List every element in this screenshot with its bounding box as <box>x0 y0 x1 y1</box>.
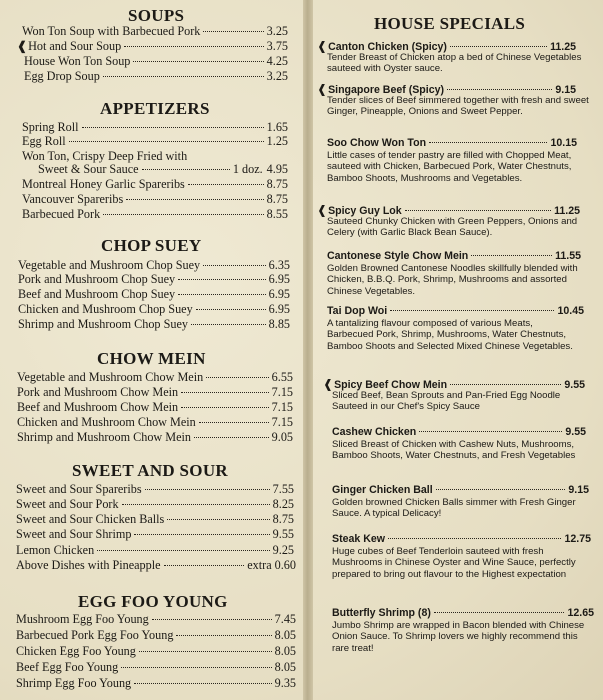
appetizer-item: Montreal Honey Garlic Spareribs 8.75 <box>22 177 288 191</box>
spicy-pepper-icon: ❰ <box>317 82 328 96</box>
special-item-name: Steak Kew 12.75 <box>332 533 591 545</box>
sweet-sour-item: Sweet and Sour Pork 8.25 <box>16 497 294 511</box>
special-item-desc: Sliced Beef, Bean Sprouts and Pan-Fried Egg Noodle Sauteed in our Chef's Spicy Sauce <box>332 390 561 413</box>
chop-suey-item: Pork and Mushroom Chop Suey 6.95 <box>18 272 290 286</box>
chop-suey-item: Beef and Mushroom Chop Suey 6.95 <box>18 287 290 301</box>
spicy-pepper-icon: ❰ <box>323 377 334 391</box>
sweet-sour-title: SWEET AND SOUR <box>72 461 228 480</box>
spicy-pepper-icon: ❰ <box>317 39 328 53</box>
appetizers-title: APPETIZERS <box>100 99 210 118</box>
soup-item: House Won Ton Soup 4.25 <box>24 54 288 68</box>
special-item-desc: Sauteed Chunky Chicken with Green Peppers, Onions and Celery (with Garlic Black Bean Sauce). <box>327 216 578 239</box>
sweet-sour-item: Sweet and Sour Spareribs 7.55 <box>16 482 294 496</box>
appetizer-item: Barbecued Pork 8.55 <box>22 207 288 221</box>
chow-mein-title: CHOW MEIN <box>97 349 206 368</box>
special-item-desc: Golden Browned Cantonese Noodles skillfully blended with Chicken, B.B.Q. Pork, Shrimp, Mushrooms and assorted Chinese Vegetables. <box>327 263 578 297</box>
soups-title: SOUPS <box>128 6 185 25</box>
chop-suey-title: CHOP SUEY <box>101 236 202 255</box>
egg-foo-young-item: Chicken Egg Foo Young 8.05 <box>16 644 296 658</box>
chow-mein-item: Shrimp and Mushroom Chow Mein 9.05 <box>17 430 293 444</box>
appetizer-item: Vancouver Spareribs 8.75 <box>22 192 288 206</box>
special-item-name: ❰ Spicy Guy Lok 11.25 <box>317 203 580 217</box>
egg-foo-young-item: Mushroom Egg Foo Young 7.45 <box>16 612 296 626</box>
chop-suey-item: Shrimp and Mushroom Chop Suey 8.85 <box>18 317 290 331</box>
spicy-pepper-icon: ❰ <box>317 203 328 217</box>
chow-mein-item: Vegetable and Mushroom Chow Mein 6.55 <box>17 370 293 384</box>
appetizer-item-line: Won Ton, Crispy Deep Fried with <box>22 149 188 163</box>
sweet-sour-item: Sweet and Sour Chicken Balls 8.75 <box>16 512 294 526</box>
special-item-name: ❰ Spicy Beef Chow Mein 9.55 <box>323 377 585 391</box>
soup-item: ❰ Hot and Sour Soup 3.75 <box>17 39 288 53</box>
special-item-name: Cashew Chicken 9.55 <box>332 426 586 438</box>
egg-foo-young-title: EGG FOO YOUNG <box>78 592 228 611</box>
special-item-name: Ginger Chicken Ball 9.15 <box>332 484 589 496</box>
chop-suey-item: Vegetable and Mushroom Chop Suey 6.35 <box>18 258 290 272</box>
special-item-desc: Tender slices of Beef simmered together with fresh and sweet Ginger, Pineapple, Onions and Sweet Pepper. <box>327 95 589 118</box>
sweet-sour-item: Sweet and Sour Shrimp 9.55 <box>16 527 294 541</box>
egg-foo-young-item: Shrimp Egg Foo Young 9.35 <box>16 676 296 690</box>
sweet-sour-item: Lemon Chicken 9.25 <box>16 543 294 557</box>
house-specials-title: HOUSE SPECIALS <box>374 14 526 33</box>
soup-item: Won Ton Soup with Barbecued Pork 3.25 <box>22 24 288 38</box>
special-item-name: Cantonese Style Chow Mein 11.55 <box>327 250 581 262</box>
special-item-name: Butterfly Shrimp (8) 12.65 <box>332 607 594 619</box>
chow-mein-item: Chicken and Mushroom Chow Mein 7.15 <box>17 415 293 429</box>
chop-suey-item: Chicken and Mushroom Chop Suey 6.95 <box>18 302 290 316</box>
egg-foo-young-item: Barbecued Pork Egg Foo Young 8.05 <box>16 628 296 642</box>
special-item-desc: Jumbo Shrimp are wrapped in Bacon blended with Chinese Onion Sauce. To Shrimp lovers we highly recommend this rare treat! <box>332 620 585 654</box>
page-fold <box>303 0 313 700</box>
special-item-name: Soo Chow Won Ton 10.15 <box>327 137 577 149</box>
special-item-name: Tai Dop Woi 10.45 <box>327 305 584 317</box>
egg-foo-young-item: Beef Egg Foo Young 8.05 <box>16 660 296 674</box>
special-item-desc: Tender Breast of Chicken atop a bed of Chinese Vegetables sauteed with Oyster sauce. <box>327 52 582 75</box>
special-item-desc: Sliced Breast of Chicken with Cashew Nuts, Mushrooms, Bamboo Shoots, Water Chestnuts, and Fresh Vegetables <box>332 439 576 462</box>
special-item-name: ❰ Singapore Beef (Spicy) 9.15 <box>317 82 576 96</box>
appetizer-item: Sweet & Sour Sauce 1 doz. 4.95 <box>38 162 288 176</box>
appetizer-item: Egg Roll 1.25 <box>22 134 288 148</box>
special-item-desc: A tantalizing flavour composed of various Meats, Barbecued Pork, Shrimp, Mushrooms, Water Chestnuts, Bamboo Shoots and Selected Mixed Chinese Vegetables. <box>327 318 573 352</box>
soup-item: Egg Drop Soup 3.25 <box>24 69 288 83</box>
chow-mein-item: Pork and Mushroom Chow Mein 7.15 <box>17 385 293 399</box>
special-item-desc: Huge cubes of Beef Tenderloin sauteed with fresh Mushrooms in Chinese Oyster and Wine Sauce, perfectly prepared to bring out flavour to the Highest expectation <box>332 546 576 580</box>
appetizer-item: Spring Roll 1.65 <box>22 120 288 134</box>
special-item-desc: Little cases of tender pastry are filled with Chopped Meat, sauteed with Chicken, Barbecued Pork, Water Chestnuts, Bamboo Shoots, Mushrooms and Vegetables. <box>327 150 572 184</box>
special-item-desc: Golden browned Chicken Balls simmer with Fresh Ginger Sauce. A typical Delicacy! <box>332 497 576 520</box>
chow-mein-item: Beef and Mushroom Chow Mein 7.15 <box>17 400 293 414</box>
special-item-name: ❰ Canton Chicken (Spicy) 11.25 <box>317 39 576 53</box>
spicy-pepper-icon: ❰ <box>17 39 28 53</box>
sweet-sour-item: Above Dishes with Pineapple extra 0.60 <box>16 558 296 572</box>
